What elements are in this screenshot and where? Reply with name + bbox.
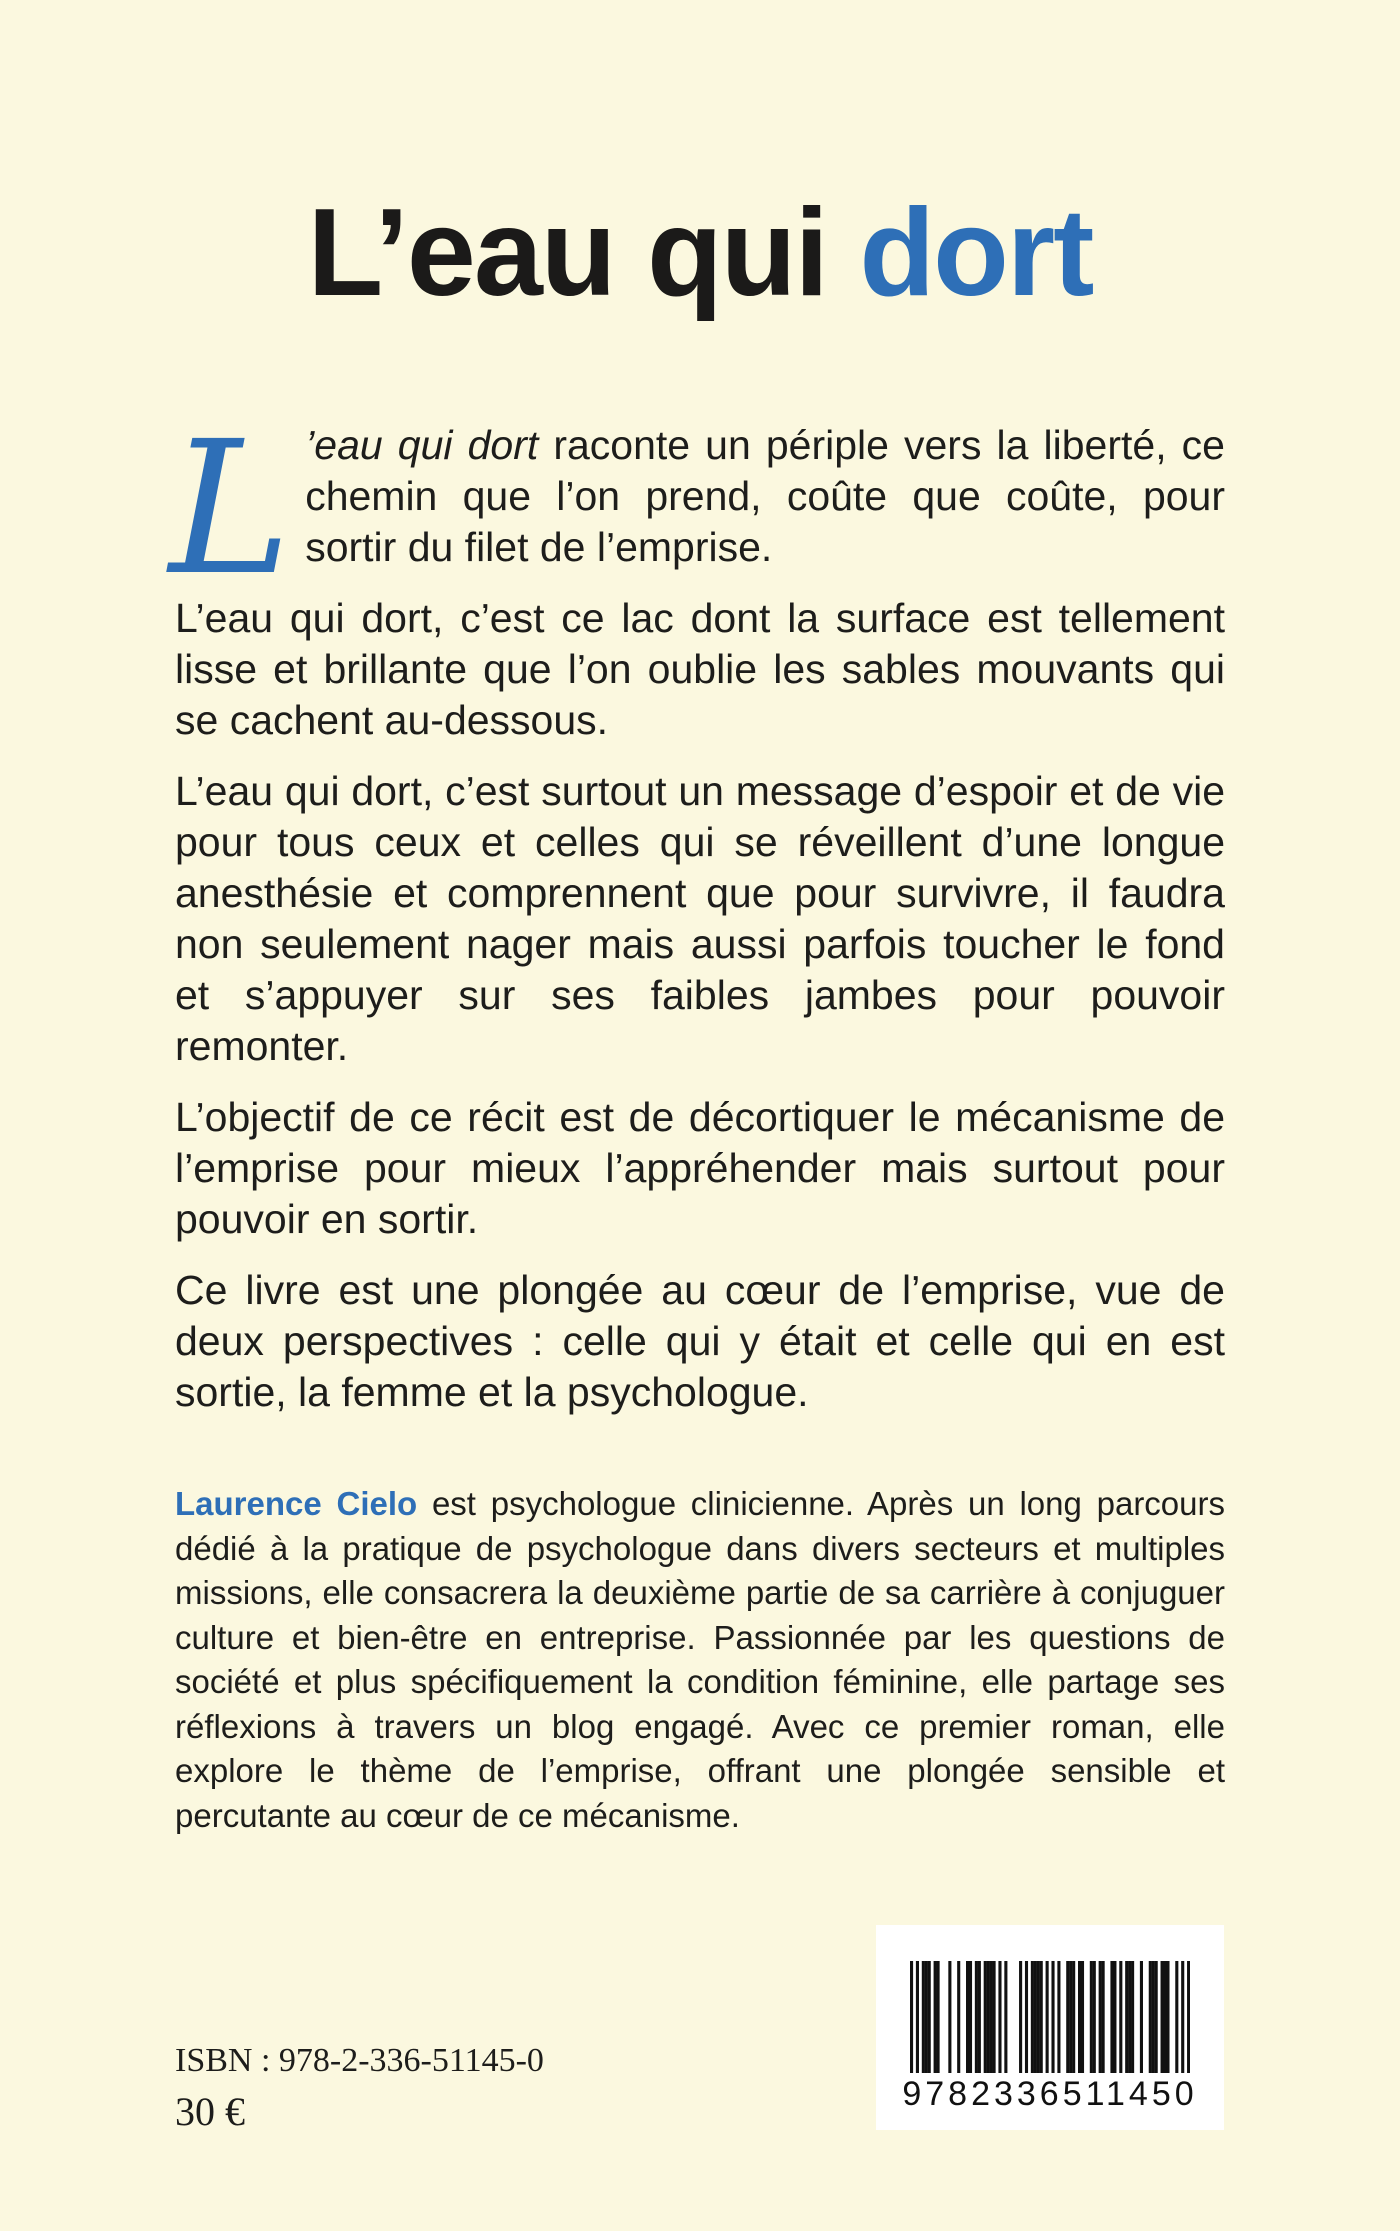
author-bio-text: est psychologue clinicienne. Après un long parcours dédié à la pratique de psychologue dans divers secteurs et multiples missions, elle consacrera la deuxième partie de sa carrière à conjuguer culture et bien-être en entreprise. Passionnée par les questions de société et plus spécifiquement la condition féminine, elle partage ses réflexions à travers un blog engagé. Avec ce premier roman, elle explore le thème de l’emprise, offrant une plongée sensible et percutante au cœur de ce mécanisme. [175,1485,1226,1834]
barcode-bar [1093,1961,1096,2073]
barcode-bar [1025,1961,1028,2073]
drop-cap: L [169,402,292,616]
barcode-bar [1175,1961,1178,2073]
barcode-bar [1140,1961,1143,2073]
barcode-bar [1125,1961,1128,2073]
barcode-bar [1181,1961,1184,2073]
barcode-bars [910,1961,1190,2073]
book-title-accent: dort [859,184,1093,323]
barcode-bar [1149,1961,1152,2073]
barcode-bar [1072,1961,1075,2073]
barcode-bar [1128,1961,1131,2073]
barcode-bar [1119,1961,1122,2073]
barcode-bar [1187,1961,1190,2073]
blurb-paragraph-4: L’objectif de ce récit est de décortiquer le mécanisme de l’emprise pour mieux l’appréhender mais surtout pour pouvoir en sortir. [175,1094,1225,1242]
barcode-bar [916,1961,919,2073]
barcode-bar [1019,1961,1022,2073]
barcode-bar [925,1961,928,2073]
barcode-bar [1163,1961,1166,2073]
isbn: ISBN : 978-2-336-51145-0 [175,2042,544,2079]
blurb-paragraph-2: L’eau qui dort, c’est ce lac dont la surface est tellement lisse et brillante que l’on oublie les sables mouvants qui se cachent au-dessous. [175,595,1225,743]
barcode-digits: 9782336511450 [902,2075,1198,2113]
blurb-italic-title: ’eau qui dort [305,422,539,468]
blurb [169,402,1225,1438]
barcode-bar [1066,1961,1069,2073]
barcode-bar [1152,1961,1155,2073]
barcode-bar [1034,1961,1037,2073]
barcode-bar [1078,1961,1081,2073]
barcode-bar [966,1961,969,2073]
blurb-paragraph-1-text: raconte un périple vers la liberté, ce chemin que l’on prend, coûte que coûte, pour sortir du filet de l’emprise. [305,422,1225,570]
barcode-bar [1099,1961,1102,2073]
barcode-bar [1057,1961,1060,2073]
barcode-bar [948,1961,951,2073]
barcode-bar [910,1961,913,2073]
barcode-bar [1090,1961,1093,2073]
barcode-bar [1031,1961,1034,2073]
barcode-bar [1155,1961,1158,2073]
barcode-bar [987,1961,990,2073]
blurb-paragraph-5: Ce livre est une plongée au cœur de l’emprise, vue de deux perspectives : celle qui y était et celle qui en est sortie, la femme et la psychologue. [175,1267,1225,1415]
barcode-bar [928,1961,931,2073]
book-title [0,184,1400,323]
barcode-bar [1110,1961,1113,2073]
barcode-bar [1131,1961,1134,2073]
barcode-bar [1161,1961,1164,2073]
blurb-paragraph-1 [169,402,1225,616]
barcode-bar [984,1961,987,2073]
barcode-bar [934,1961,937,2073]
price: 30 € [175,2089,245,2134]
barcode-bar [1081,1961,1084,2073]
barcode-bar [969,1961,972,2073]
book-title-main: L’eau qui [307,184,860,323]
barcode-bar [1040,1961,1043,2073]
barcode-bar [998,1961,1001,2073]
barcode-bar [1102,1961,1105,2073]
barcode-bar [1004,1961,1007,2073]
barcode-bar [975,1961,978,2073]
barcode-bar [1037,1961,1040,2073]
author-name: Laurence Cielo [175,1485,418,1522]
barcode-bar [957,1961,960,2073]
barcode-bar [1166,1961,1169,2073]
barcode-bar [922,1961,925,2073]
barcode-bar [937,1961,940,2073]
barcode-bar [1046,1961,1049,2073]
barcode-bar [1069,1961,1072,2073]
barcode-bar [1113,1961,1116,2073]
blurb-paragraph-3: L’eau qui dort, c’est surtout un message d’espoir et de vie pour tous ceux et celles qui se réveillent d’une longue anesthésie et comprennent que pour survivre, il faudra non seulement nager mais aussi parfois toucher le fond et s’appuyer sur ses faibles jambes pour pouvoir remonter. [175,768,1225,1069]
barcode-bar [1051,1961,1054,2073]
barcode-bar [993,1961,996,2073]
barcode [876,1925,1224,2130]
barcode-bar [978,1961,981,2073]
barcode-bar [990,1961,993,2073]
author-bio [175,1482,1225,1838]
